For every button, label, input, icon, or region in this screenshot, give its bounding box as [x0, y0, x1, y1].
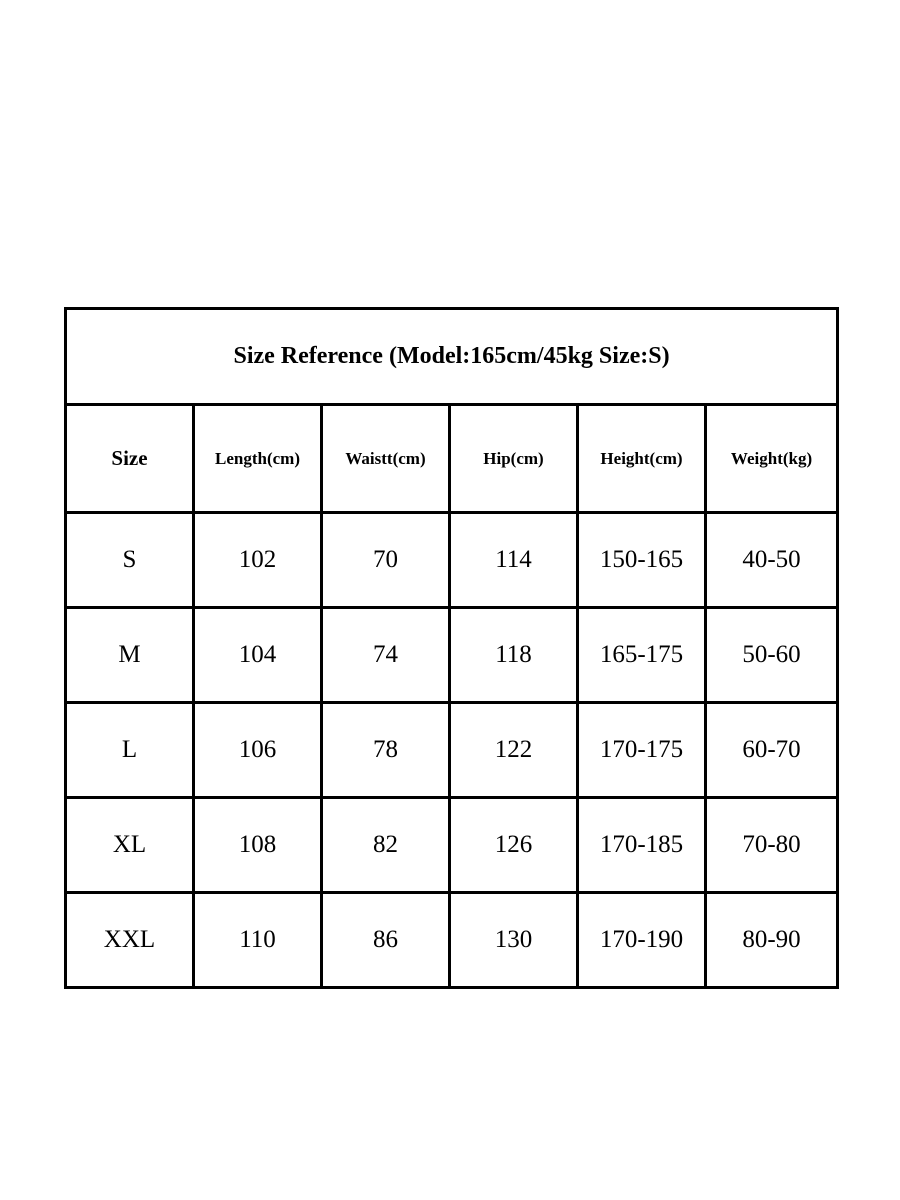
cell-weight: 60-70 — [706, 703, 838, 798]
header-size: Size — [66, 405, 194, 513]
cell-size: S — [66, 513, 194, 608]
cell-waist: 82 — [322, 798, 450, 893]
table-title: Size Reference (Model:165cm/45kg Size:S) — [66, 309, 838, 405]
cell-length: 106 — [194, 703, 322, 798]
cell-size: XXL — [66, 893, 194, 988]
cell-height: 170-175 — [578, 703, 706, 798]
cell-weight: 70-80 — [706, 798, 838, 893]
cell-size: L — [66, 703, 194, 798]
cell-hip: 118 — [450, 608, 578, 703]
cell-height: 170-185 — [578, 798, 706, 893]
cell-waist: 70 — [322, 513, 450, 608]
cell-size: XL — [66, 798, 194, 893]
header-waist: Waistt(cm) — [322, 405, 450, 513]
cell-hip: 114 — [450, 513, 578, 608]
cell-waist: 74 — [322, 608, 450, 703]
cell-height: 170-190 — [578, 893, 706, 988]
table-title-row — [66, 309, 838, 405]
cell-length: 108 — [194, 798, 322, 893]
cell-weight: 40-50 — [706, 513, 838, 608]
table-row — [66, 703, 838, 798]
size-reference-table — [64, 307, 839, 989]
cell-length: 104 — [194, 608, 322, 703]
cell-length: 102 — [194, 513, 322, 608]
header-height: Height(cm) — [578, 405, 706, 513]
cell-length: 110 — [194, 893, 322, 988]
cell-waist: 86 — [322, 893, 450, 988]
cell-weight: 80-90 — [706, 893, 838, 988]
cell-size: M — [66, 608, 194, 703]
table-row — [66, 893, 838, 988]
table-header-row — [66, 405, 838, 513]
cell-height: 150-165 — [578, 513, 706, 608]
cell-weight: 50-60 — [706, 608, 838, 703]
header-weight: Weight(kg) — [706, 405, 838, 513]
header-hip: Hip(cm) — [450, 405, 578, 513]
cell-waist: 78 — [322, 703, 450, 798]
table-row — [66, 798, 838, 893]
table-row — [66, 608, 838, 703]
cell-hip: 130 — [450, 893, 578, 988]
header-length: Length(cm) — [194, 405, 322, 513]
cell-hip: 126 — [450, 798, 578, 893]
cell-hip: 122 — [450, 703, 578, 798]
table-row — [66, 513, 838, 608]
cell-height: 165-175 — [578, 608, 706, 703]
